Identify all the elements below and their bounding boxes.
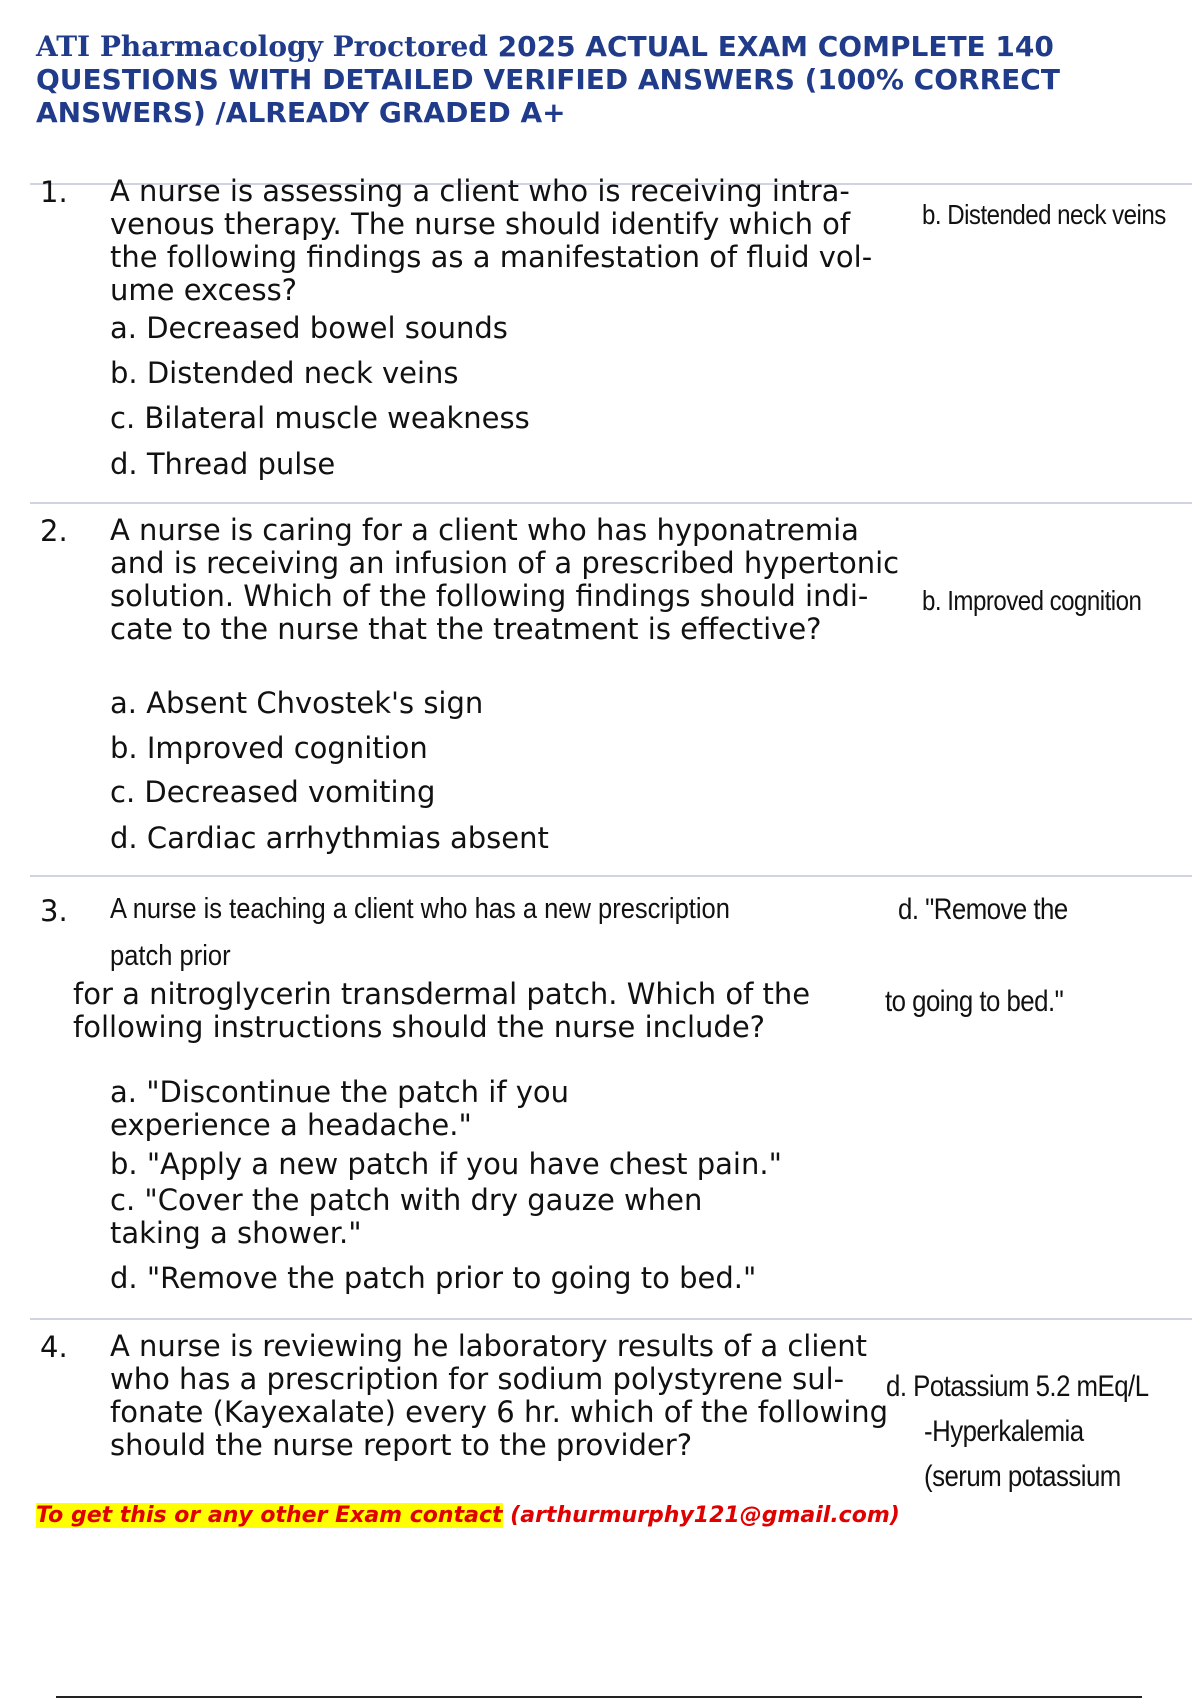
answer-option: d. Cardiac arrhythmias absent xyxy=(110,821,549,855)
answer-option: c. Decreased vomiting xyxy=(110,775,436,809)
question-divider xyxy=(30,502,1192,504)
answer-option: b. "Apply a new patch if you have chest pain." xyxy=(110,1147,782,1181)
title-description: 2025 ACTUAL EXAM COMPLETE 140 QUESTIONS WITH DETAILED VERIFIED ANSWERS (100% CORRECT ANSWERS) /ALREADY GRADED A+ xyxy=(36,30,1060,129)
question-divider xyxy=(30,875,1192,877)
answer-option: b. Distended neck veins xyxy=(110,356,459,390)
question-stem: for a nitroglycerin transdermal patch. Which of the following instructions should the nurse include? xyxy=(73,977,811,1044)
correct-answer: d. Potassium 5.2 mEq/L xyxy=(886,1370,1149,1403)
correct-answer-continued: (serum potassium xyxy=(924,1460,1121,1493)
question-number: 2. xyxy=(40,514,68,548)
question-number: 3. xyxy=(40,894,68,928)
page-bottom-rule xyxy=(56,1696,1142,1698)
correct-answer: b. Improved cognition xyxy=(922,585,1142,616)
correct-answer-continued: to going to bed." xyxy=(885,985,1064,1018)
answer-option: b. Improved cognition xyxy=(110,731,428,765)
ad-highlight-text: To get this or any other Exam contact xyxy=(36,1503,503,1528)
answer-option: c. Bilateral muscle weakness xyxy=(110,401,530,435)
question-stem: A nurse is caring for a client who has hyponatremia and is receiving an infusion of a prescribed hypertonic solution. Which of the following findings should indi- cate to the nurse that the treatment is effective? xyxy=(110,513,900,646)
answer-option: d. "Remove the patch prior to going to bed." xyxy=(110,1261,757,1295)
question-stem: A nurse is assessing a client who is receiving intra- venous therapy. The nurse should identify which of the following findings as a manifestation of fluid vol- ume excess? xyxy=(110,174,873,307)
question-stem-line: A nurse is teaching a client who has a new prescription xyxy=(110,893,730,925)
answer-option: d. Thread pulse xyxy=(110,447,336,481)
correct-answer-continued: -Hyperkalemia xyxy=(924,1415,1084,1448)
title-course: ATI Pharmacology Proctored xyxy=(36,30,488,63)
question-number: 1. xyxy=(40,175,68,209)
question-stem: A nurse is reviewing he laboratory results of a client who has a prescription for sodium polystyrene sul- fonate (Kayexalate) every 6 hr. which of the following should the nurse report to the provider? xyxy=(110,1329,889,1462)
document-title xyxy=(36,30,1156,129)
correct-answer: b. Distended neck veins xyxy=(922,199,1166,230)
contact-advertisement xyxy=(36,1503,900,1528)
ad-email[interactable]: (arthurmurphy121@gmail.com) xyxy=(502,1503,900,1528)
question-number: 4. xyxy=(40,1330,68,1364)
answer-option: a. Decreased bowel sounds xyxy=(110,311,508,345)
question-divider xyxy=(30,1318,1192,1320)
answer-option: a. "Discontinue the patch if you experience a headache." xyxy=(110,1075,570,1142)
question-stem-line: patch prior xyxy=(110,940,231,972)
answer-option: c. "Cover the patch with dry gauze when taking a shower." xyxy=(110,1183,703,1250)
answer-option: a. Absent Chvostek's sign xyxy=(110,686,484,720)
correct-answer: d. "Remove the xyxy=(898,893,1068,926)
